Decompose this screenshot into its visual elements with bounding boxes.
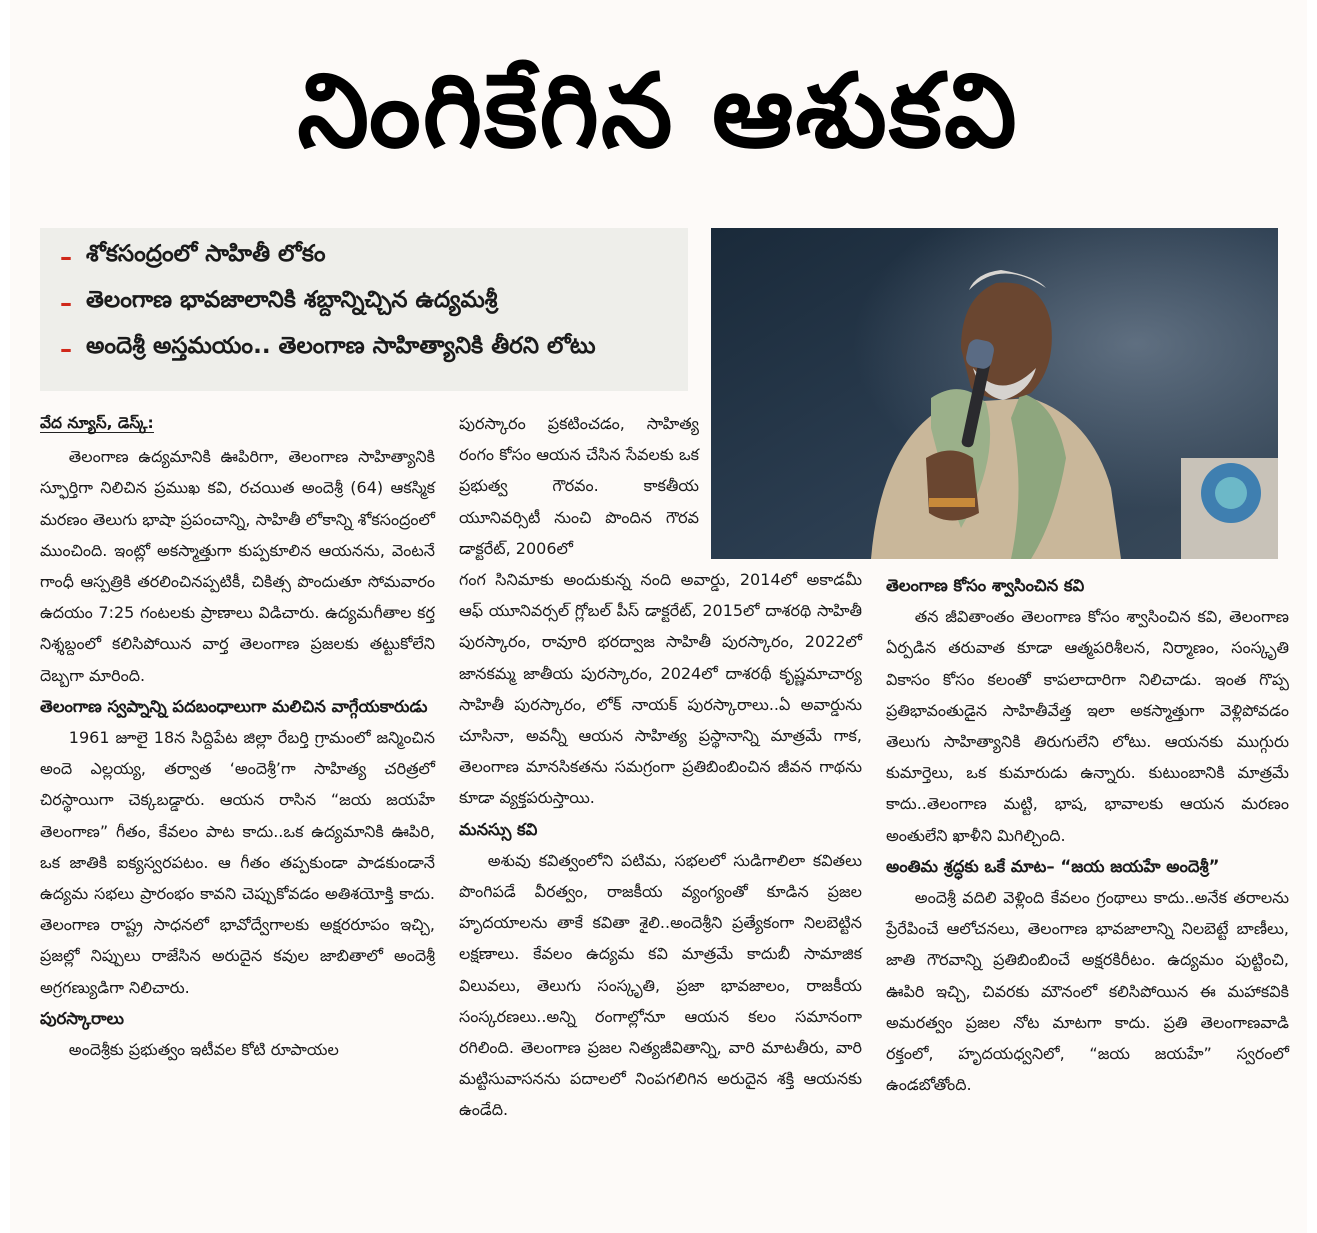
- highlight-item: [60, 280, 688, 326]
- paragraph: తెలంగాణ ఉద్యమానికి ఊపిరిగా, తెలంగాణ సాహిత్యానికి స్ఫూర్తిగా నిలిచిన ప్రముఖ కవి, రచయిత అందెశ్రీ (64) ఆకస్మిక మరణం తెలుగు భాషా ప్రపంచాన్ని, సాహితీ లోకాన్ని శోకసంద్రంలో ముంచింది. ఇంట్లో అకస్మాత్తుగా కుప్పకూలిన ఆయనను, వెంటనే గాంధీ ఆస్పత్రికి తరలించినప్పటికీ, చికిత్స పొందుతూ సోమవారం ఉదయం 7:25 గంటలకు ప్రాణాలు విడిచారు. ఉద్యమగీతాల కర్త నిశ్శబ్దంలో కలిసిపోయిన వార్త తెలంగాణ ప్రజలకు తట్టుకోలేని దెబ్బగా మారింది.: [40, 447, 435, 685]
- dash-bullet-icon: –: [60, 289, 72, 317]
- highlight-text: శోకసంద్రంలో సాహితీ లోకం: [86, 241, 326, 267]
- subheading: తెలంగాణ కోసం శ్వాసించిన కవి: [886, 576, 1085, 595]
- subheading: అంతిమ శ్రద్ధకు ఒకే మాట– “జయ జయహే అందెశ్రీ”: [886, 856, 1220, 876]
- article-column-2-top: [459, 408, 699, 564]
- paragraph: తన జీవితాంతం తెలంగాణ కోసం శ్వాసించిన కవి, తెలంగాణ ఏర్పడిన తరువాత కూడా ఆత్మపరిశీలన, నిర్మాణం, సంస్కృతి వికాసం కోసం కలంతో కాపలాదారిగా నిలిచాడు. ఇంత గొప్ప ప్రతిభావంతుడైన సాహితీవేత్త ఇలా అకస్మాత్తుగా వెళ్లిపోవడం తెలుగు సాహిత్యానికి తిరుగులేని లోటు. ఆయనకు ముగ్గురు కుమార్తెలు, ఒక కుమారుడు ఉన్నారు. కుటుంబానికి మాత్రమే కాదు..తెలంగాణ మట్టి, భాష, భావాలకు ఆయన మరణం అంతులేని ఖాళీని మిగిల్చింది.: [886, 607, 1289, 845]
- dash-bullet-icon: –: [60, 335, 72, 363]
- paragraph: అశువు కవిత్వంలోని పటిమ, సభలలో సుడిగాలిలా కవితలు పొంగిపడే వీరత్వం, రాజకీయ వ్యంగ్యంతో కూడిన ప్రజల హృదయాలను తాకే కవితా శైలి..అందెశ్రీని ప్రత్యేకంగా నిలబెట్టిన లక్షణాలు. కేవలం ఉద్యమ కవి మాత్రమే కాదుబీ సామాజిక విలువలు, తెలుగు సంస్కృతి, ప్రజా భావజాలం, రాజకీయ సంస్కరణలు..అన్ని రంగాల్లోనూ ఆయన కలం సమానంగా రగిలింది. తెలంగాణ ప్రజల నిత్యజీవితాన్ని, వారి మాటతీరు, వారి మట్టిసువాసనను పదాలలో నింపగలిగిన అరుదైన శక్తి ఆయనకు ఉండేది.: [459, 850, 862, 1120]
- photo-illustration: [711, 228, 1278, 559]
- highlight-item: [60, 234, 688, 280]
- paragraph: 1961 జూలై 18న సిద్దిపేట జిల్లా రేబర్తి గ్రామంలో జన్మించిన అందె ఎల్లయ్య, తర్వాత ‘అందెశ్రీ’గా సాహిత్య చరిత్రలో చిరస్థాయిగా చెక్కబడ్డారు. ఆయన రాసిన “జయ జయహే తెలంగాణ” గీతం, కేవలం పాట కాదు..ఒక ఉద్యమానికి ఊపిరి, ఒక జాతికి ఐక్యస్వరపటం. ఆ గీతం తప్పకుండా పాడకుండానే ఉద్యమ సభలు ప్రారంభం కావని చెప్పుకోవడం అతిశయోక్తి కాదు. తెలంగాణ రాష్ట్ర సాధనలో భావోద్వేగాలకు అక్షరరూపం ఇచ్చి, ప్రజల్లో నిప్పులు రాజేసిన అరుదైన కవుల జాబితాలో అందెశ్రీ అగ్రగణ్యుడిగా నిలిచారు.: [40, 728, 435, 997]
- article-column-3: [886, 570, 1289, 1100]
- highlight-item: [60, 326, 688, 372]
- subheading: మనస్సు కవి: [459, 819, 538, 839]
- article-column-1: [40, 408, 435, 1065]
- article-column-2: [459, 564, 862, 1126]
- paragraph: అందెశ్రీ వదిలి వెళ్లింది కేవలం గ్రంథాలు కాదు..అనేక తరాలను ప్రేరేపించే ఆలోచనలు, తెలంగాణ భావజాలాన్ని నిలబెట్టే బాణీలు, జాతి గౌరవాన్ని ప్రతిబింబించే అక్షరకిరీటం. ఉద్యమం పుట్టించి, ఊపిరి ఇచ్చి, చివరకు మౌనంలో కలిసిపోయిన ఈ మహాకవికి అమరత్వం ప్రజల నోట మాటగా కాదు. ప్రతి తెలంగాణవాడి రక్తంలో, హృదయధ్వనిలో, “జయ జయహే” స్వరంలో ఉండబోతోంది.: [886, 888, 1289, 1095]
- paragraph: అందెశ్రీకు ప్రభుత్వం ఇటీవల కోటి రూపాయల: [68, 1040, 339, 1060]
- byline: [40, 408, 435, 439]
- paragraph: పురస్కారం ప్రకటించడం, సాహిత్య రంగం కోసం ఆయన చేసిన సేవలకు ఒక ప్రభుత్వ గౌరవం. కాకతీయ యూనివర్సిటీ నుంచి పొందిన గౌరవ డాక్టరేట్, 2006లో: [459, 414, 699, 558]
- headline: నింగికేగిన ఆశుకవి: [297, 52, 1019, 171]
- byline-text: వేద న్యూస్, డెస్క్:: [40, 414, 154, 432]
- subheading: తెలంగాణ స్వప్నాన్ని పదబంధాలుగా మలిచిన వాగ్గేయకారుడు: [40, 696, 428, 716]
- subheading: పురస్కారాలు: [40, 1008, 124, 1028]
- paragraph: గంగ సినిమాకు అందుకున్న నంది అవార్డు, 2014లో అకాడమీ ఆఫ్ యూనివర్సల్ గ్లోబల్ పీస్ డాక్టరేట్, 2015లో దాశరథి సాహితీ పురస్కారం, రావూరి భరద్వాజ సాహితీ పురస్కారం, 2022లో జానకమ్మ జాతీయ పురస్కారం, 2024లో దాశరథీ కృష్ణమాచార్య సాహితీ పురస్కారం, లోక్ నాయక్ పురస్కారాలు..ఏ అవార్డును చూసినా, అవన్నీ ఆయన సాహిత్య ప్రస్థానాన్ని మాత్రమే గాక, తెలంగాణ మానసికతను సమగ్రంగా ప్రతిబింబించిన జీవన గాథను కూడా వ్యక్తపరుస్తాయి.: [459, 570, 862, 808]
- highlights-box: [40, 228, 688, 391]
- poet-speaking-photo: [711, 228, 1278, 559]
- highlight-text: అందెశ్రీ అస్తమయం.. తెలంగాణ సాహిత్యానికి తీరని లోటు: [86, 333, 596, 359]
- dash-bullet-icon: –: [60, 243, 72, 271]
- highlight-text: తెలంగాణ భావజాలానికి శబ్దాన్నిచ్చిన ఉద్యమశ్రీ: [86, 287, 498, 313]
